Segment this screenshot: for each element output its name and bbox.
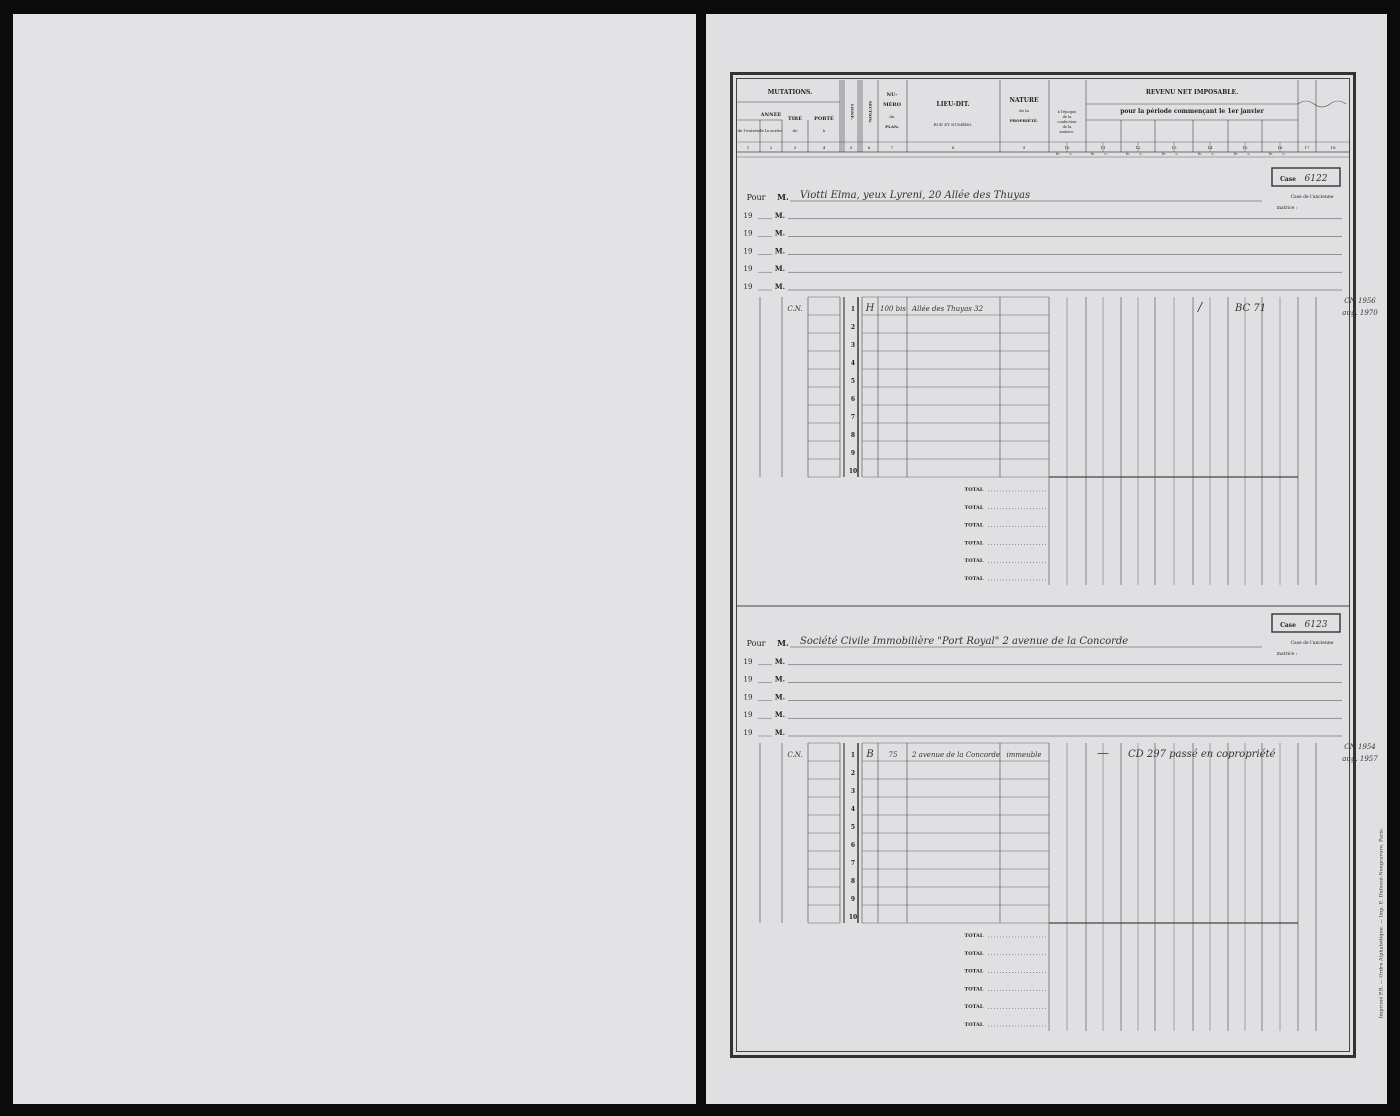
block2-pour-label: Pour [746, 639, 766, 648]
column-number: 4 [822, 145, 826, 150]
block1-year-prefix: 19 [743, 229, 753, 238]
column-number: 17 [1304, 145, 1310, 150]
epoque-label-line: matrice. [1059, 130, 1075, 134]
block1-margin-note-1: CN 1956 [1344, 297, 1376, 305]
column-number: 18 [1330, 145, 1336, 150]
block2-row1-numero: 75 [888, 751, 898, 759]
block1-case-number: 6122 [1304, 174, 1328, 184]
column-number: 15 [1242, 145, 1248, 150]
block1-line-number: 1 [850, 306, 856, 313]
header-wave [1298, 101, 1346, 107]
lieu-dit-heading: LIEU-DIT. [936, 101, 970, 108]
fr-unit: fr. [1056, 152, 1060, 156]
block1-ancienne-label: Case de l'ancienne [1290, 195, 1334, 200]
block2-owner-name: Société Civile Immobilière "Port Royal" 2 avenue de la Concorde [800, 636, 1129, 647]
block1-m-label: M. [777, 192, 789, 202]
fr-unit: fr. [1091, 152, 1095, 156]
column-number: 3 [793, 145, 797, 150]
fr-unit: fr. [1126, 152, 1130, 156]
numero-plan-label: PLAN. [885, 124, 899, 129]
block2-row1-lieu: 2 avenue de la Concorde [912, 751, 1001, 759]
mutations-heading: MUTATIONS. [767, 89, 813, 96]
column-number: 1 [746, 145, 750, 150]
block2-line-number: 8 [850, 878, 856, 885]
block1-total-label: TOTAL [964, 522, 984, 529]
block2-year-prefix: 19 [743, 657, 753, 666]
annee-heading: ANNÉE [760, 112, 782, 118]
block1-margin-note-2: aug. 1970 [1342, 309, 1378, 317]
block2-case-label: Case [1280, 622, 1296, 629]
block1-owner-name: Viotti Elma, yeux Lyreni, 20 Allée des Thuyas [800, 190, 1031, 201]
block1-row1-lieu: Allée des Thuyas 32 [912, 305, 984, 313]
column-number: 7 [890, 145, 894, 150]
block2-line-number: 9 [850, 896, 856, 903]
epoque-label-line: de la [1062, 125, 1072, 129]
block2-row1-right: CD 297 passé en copropriété [1128, 749, 1276, 760]
block2-line-number: 7 [850, 860, 856, 867]
column-number: 11 [1100, 145, 1106, 150]
column-number: 14 [1207, 145, 1213, 150]
fr-unit: fr. [1234, 152, 1238, 156]
fr-unit: fr. [1269, 152, 1273, 156]
block1-total-label: TOTAL [964, 540, 984, 547]
block1-row1-mark: / [1197, 300, 1203, 314]
block2-margin-note-2: aug. 1957 [1342, 755, 1378, 763]
epoque-label-line: confection [1057, 120, 1077, 124]
block1-line-number: 8 [850, 432, 856, 439]
block2-line-number: 6 [850, 842, 856, 849]
block2-row1-nature: immeuble [1006, 751, 1042, 759]
block2-line-number: 1 [850, 752, 856, 759]
block1-total-label: TOTAL [964, 558, 984, 565]
block2-row1-mark: — [1097, 746, 1109, 760]
fr-unit: fr. [1162, 152, 1166, 156]
block1-year-prefix: 19 [743, 283, 753, 291]
block1-line-number: 4 [850, 360, 856, 367]
block1-year-prefix: 19 [743, 247, 753, 256]
block2-row1-tire: C.N. [787, 751, 803, 759]
column-number: 8 [951, 145, 955, 150]
block1-m-label: M. [774, 228, 786, 238]
block1-year-prefix: 19 [743, 211, 753, 220]
block2-total-label: TOTAL [964, 1004, 984, 1011]
column-number: 10 [1064, 145, 1070, 150]
block1-row1-section: H [865, 303, 875, 314]
block2-total-label: TOTAL [964, 1022, 984, 1028]
block1-total-label: TOTAL [964, 504, 984, 511]
column-number: 12 [1135, 145, 1141, 150]
block2-m-label: M. [774, 674, 786, 684]
c-unit: c. [1211, 152, 1215, 156]
section-heading: SECTION. [868, 100, 873, 124]
c-unit: c. [1139, 152, 1143, 156]
block1-line-number: 5 [850, 378, 856, 385]
block2-total-label: TOTAL [964, 933, 984, 939]
block1-line-number: 3 [850, 342, 856, 349]
nature-de-label: de la [1019, 108, 1029, 113]
numero-du-label: du [889, 114, 895, 119]
block1-total-label: TOTAL [964, 576, 984, 582]
block1-row1-tire: C.N. [787, 305, 803, 313]
column-number: 13 [1171, 145, 1177, 150]
revenu-heading: REVENU NET IMPOSABLE. [1145, 89, 1239, 96]
block2-m-label: M. [774, 656, 786, 666]
ligne-heading: LIGNE. [850, 103, 855, 121]
block1-m-label: M. [774, 264, 786, 274]
column-number: 5 [849, 145, 853, 150]
block1-line-number: 9 [850, 450, 856, 457]
de-lentree-label: de l'entrée. [737, 128, 761, 133]
c-unit: c. [1282, 152, 1286, 156]
block1-line-number: 2 [850, 324, 856, 331]
block1-pour-label: Pour [746, 193, 766, 202]
block1-m-label: M. [774, 282, 786, 291]
block2-line-number: 10 [848, 914, 858, 921]
numero-heading: NU- [886, 92, 898, 98]
fr-unit: fr. [1198, 152, 1202, 156]
c-unit: c. [1175, 152, 1179, 156]
nature-heading: NATURE [1009, 97, 1039, 104]
block1-case-label: Case [1280, 176, 1296, 183]
block1-total-label: TOTAL [964, 487, 984, 493]
block2-total-label: TOTAL [964, 950, 984, 957]
numero-heading-2: MÉRO [883, 102, 901, 108]
block2-line-number: 3 [850, 788, 856, 795]
periode-heading: pour la période commençant le 1er janvier [1120, 108, 1264, 115]
block1-row1-numero: 100 bis [880, 305, 906, 313]
column-number: 9 [1022, 145, 1026, 150]
porte-a-label: à [822, 128, 826, 133]
block1-year-prefix: 19 [743, 265, 753, 274]
tire-de-label: de [792, 128, 798, 133]
block2-m-label: M. [777, 638, 789, 648]
c-unit: c. [1104, 152, 1108, 156]
tire-heading: TIRÉ [787, 116, 803, 122]
block2-line-number: 5 [850, 824, 856, 831]
block2-line-number: 2 [850, 770, 856, 777]
block2-year-prefix: 19 [743, 729, 753, 737]
column-number: 16 [1277, 145, 1283, 150]
block2-year-prefix: 19 [743, 711, 753, 720]
rue-numero-label: RUE ET NUMÉRO. [933, 122, 973, 127]
block2-ancienne-label: Case de l'ancienne [1290, 641, 1334, 646]
block1-m-label: M. [774, 210, 786, 220]
block2-m-label: M. [774, 710, 786, 720]
block1-line-number: 10 [848, 468, 858, 475]
printer-note [1346, 827, 1385, 1019]
block2-total-label: TOTAL [964, 968, 984, 975]
block1-line-number: 6 [850, 396, 856, 403]
block2-m-label: M. [774, 728, 786, 737]
block2-line-number: 4 [850, 806, 856, 813]
porte-heading: PORTÉ [814, 116, 834, 122]
block1-matrice-label: matrice : [1276, 206, 1298, 211]
epoque-label-line: à l'époque [1057, 110, 1077, 114]
block2-total-label: TOTAL [964, 986, 984, 993]
column-number: 6 [867, 145, 871, 150]
block1-m-label: M. [774, 246, 786, 256]
block2-margin-note-1: CN 1954 [1344, 743, 1376, 751]
block2-year-prefix: 19 [743, 693, 753, 702]
block2-matrice-label: matrice : [1276, 652, 1298, 657]
epoque-label-line: de la [1062, 115, 1072, 119]
c-unit: c. [1069, 152, 1073, 156]
block2-row1-section: B [866, 749, 874, 760]
printer-note-text: Imprimé P.R. — Ordre Alphabétique. — Imp. E. Dufossé-Neugravure, Paris. [1378, 827, 1385, 1019]
de-la-sortie-label: de la sortie. [758, 128, 784, 133]
column-number: 2 [769, 145, 773, 150]
block2-m-label: M. [774, 692, 786, 702]
block1-row1-right: BC 71 [1235, 303, 1267, 314]
block2-case-number: 6123 [1304, 620, 1328, 630]
c-unit: c. [1247, 152, 1251, 156]
block2-year-prefix: 19 [743, 675, 753, 684]
nature-propriete-label: PROPRIÉTÉ. [1009, 118, 1039, 123]
block1-line-number: 7 [850, 414, 856, 421]
